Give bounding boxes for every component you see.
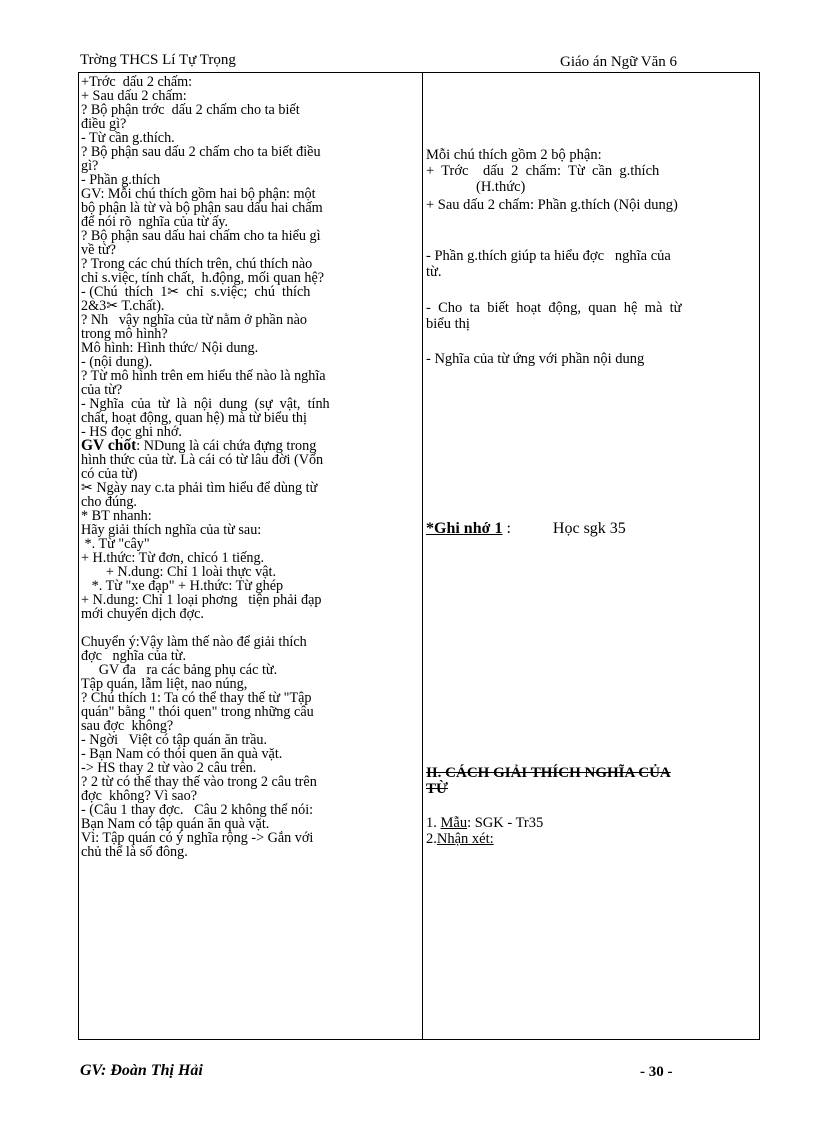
left-line: - (Câu 1 thay đợc. Câu 2 không thể nói: <box>81 802 314 818</box>
left-line: Mô hình: Hình thức/ Nội dung. <box>81 340 259 356</box>
left-line: đợc không? Vì sao? <box>81 788 197 804</box>
left-line: chủ thể là số đông. <box>81 844 188 860</box>
left-line: ? Bộ phận trớc dấu 2 chấm cho ta biết <box>81 102 300 118</box>
right-note-4b: từ. <box>426 264 442 280</box>
left-line: để nói rõ nghĩa của từ ấy. <box>81 214 229 230</box>
left-line: chỉ s.việc, tính chất, h.động, mối quan hệ? <box>81 270 325 286</box>
left-line: ? Bộ phận sau dấu hai chấm cho ta hiểu gì <box>81 228 321 244</box>
item-mau-number: 1. <box>426 815 441 831</box>
left-line: GV đa ra các bảng phụ các từ. <box>81 662 278 678</box>
left-line: ? Từ mô hình trên em hiểu thế nào là nghĩa <box>81 368 326 384</box>
item-nhan-xet-label: Nhận xét: <box>436 831 494 847</box>
left-line: ✂ Ngày nay c.ta phải tìm hiểu để dùng từ <box>81 480 318 496</box>
gv-chot-label: GV chốt <box>81 437 137 454</box>
left-line: + H.thức: Từ đơn, chỉcó 1 tiếng. <box>81 550 265 566</box>
ghi-nho-colon: : <box>506 520 511 537</box>
left-line: *. Từ "cây" <box>81 536 150 552</box>
right-note-5a: - Cho ta biết hoạt động, quan hệ mà từ <box>426 300 682 316</box>
section-2-heading-cont: TỪ <box>426 781 448 797</box>
left-line: GV: Mỗi chú thích gồm hai bộ phận: một <box>81 186 316 202</box>
left-line: Tập quán, lẫm liệt, nao núng, <box>81 676 248 692</box>
left-line: +Trớc dấu 2 chấm: <box>81 74 193 90</box>
left-line: hình thức của từ. Là cái có từ lâu đời (Vốn <box>81 452 324 468</box>
left-line: Bạn Nam có tập quán ăn quà vặt. <box>81 816 270 832</box>
left-line: - (Chú thích 1✂ chỉ s.việc; chú thích <box>81 284 311 300</box>
left-line: quán" bằng " thói quen" trong những câu <box>81 704 314 720</box>
left-line: + N.dung: Chỉ 1 loài thực vật. <box>81 564 276 580</box>
left-line: - (nội dung). <box>81 354 153 370</box>
left-line: Chuyển ý:Vậy làm thế nào để giải thích <box>81 634 307 650</box>
left-line: điều gì? <box>81 116 127 132</box>
right-note-4a: - Phần g.thích giúp ta hiểu đợc nghĩa của <box>426 248 671 264</box>
left-line: ? Chú thích 1: Ta có thể thay thế từ "Tập <box>81 690 312 706</box>
right-note-2a: + Trớc dấu 2 chấm: Từ cần g.thích <box>426 163 660 179</box>
left-line: Hãy giải thích nghĩa của từ sau: <box>81 522 262 538</box>
left-line: + N.dung: Chỉ 1 loại phơng tiện phải đạp <box>81 592 322 608</box>
section-2-heading: II. CÁCH GIẢI THÍCH NGHĨA CỦA <box>426 765 671 781</box>
right-note-1: Mỗi chú thích gồm 2 bộ phận: <box>426 147 602 163</box>
left-line: chất, hoạt động, quan hệ) mà từ biểu thị <box>81 410 307 426</box>
left-line: của từ? <box>81 382 123 398</box>
left-line: sau đợc không? <box>81 718 174 734</box>
left-line: gì? <box>81 158 99 174</box>
left-line: - Từ cần g.thích. <box>81 130 175 146</box>
left-line: - Ngời Việt có tập quán ăn trầu. <box>81 732 268 748</box>
item-mau-text: : SGK - Tr35 <box>467 815 544 831</box>
left-line: *. Từ "xe đạp" + H.thức: Từ ghép <box>81 578 284 594</box>
left-line: ? Nh vậy nghĩa của từ nằm ở phần nào <box>81 312 307 328</box>
left-line: 2&3✂ T.chất). <box>81 298 165 314</box>
left-line: bộ phận là từ và bộ phận sau dấu hai chấm <box>81 200 323 216</box>
left-line: - Bạn Nam có thói quen ăn quà vặt. <box>81 746 283 762</box>
ghi-nho-text: Học sgk 35 <box>552 520 626 537</box>
left-line: + Sau dấu 2 chấm: <box>81 88 187 104</box>
left-line: cho đúng. <box>81 494 137 510</box>
left-line: ? 2 từ có thể thay thế vào trong 2 câu trên <box>81 774 317 790</box>
left-line: - Phần g.thích <box>81 172 161 188</box>
left-line: có của từ) <box>81 466 138 482</box>
left-line: ? Bộ phận sau dấu 2 chấm cho ta biết điều <box>81 144 321 160</box>
right-note-3: + Sau dấu 2 chấm: Phần g.thích (Nội dung) <box>426 197 678 213</box>
left-line: mới chuyển dịch đợc. <box>81 606 204 622</box>
left-line: về từ? <box>81 242 116 258</box>
item-nhan-xet <box>426 831 494 847</box>
footer-teacher: GV: Đoàn Thị Hải <box>80 1062 203 1079</box>
left-line: GV chốt: NDung là cái chứa đựng trong <box>81 437 317 454</box>
left-line: ? Trong các chú thích trên, chú thích nào <box>81 256 313 272</box>
activities-column <box>81 75 416 859</box>
right-note-5b: biểu thị <box>426 316 470 332</box>
page-header-school: Trờng THCS Lí Tự Trọng <box>80 52 236 68</box>
footer-page-number: - 30 - <box>640 1064 673 1080</box>
left-line: - Nghĩa của từ là nội dung (sự vật, tính <box>81 396 330 412</box>
left-line: đợc nghĩa của từ. <box>81 648 187 664</box>
item-mau <box>426 815 543 831</box>
item-nhan-xet-number: 2. <box>426 831 437 847</box>
right-note-2b: (H.thức) <box>476 179 526 195</box>
left-line: -> HS thay 2 từ vào 2 câu trên. <box>81 760 257 776</box>
item-mau-label: Mẫu <box>440 815 468 831</box>
left-line: * BT nhanh: <box>81 508 152 524</box>
left-line: Vì: Tập quán có ý nghĩa rộng -> Gắn với <box>81 830 314 846</box>
left-line: - HS đọc ghi nhớ. <box>81 424 182 440</box>
ghi-nho-label: *Ghi nhớ 1 <box>426 520 503 537</box>
right-note-6: - Nghĩa của từ ứng với phần nội dung <box>426 351 645 367</box>
left-line: trong mô hình? <box>81 326 168 342</box>
column-divider <box>422 73 423 1039</box>
lesson-table <box>78 72 760 1040</box>
page-header-subject: Giáo án Ngữ Văn 6 <box>560 54 677 70</box>
ghi-nho-row <box>426 521 626 537</box>
left-line <box>81 621 416 635</box>
